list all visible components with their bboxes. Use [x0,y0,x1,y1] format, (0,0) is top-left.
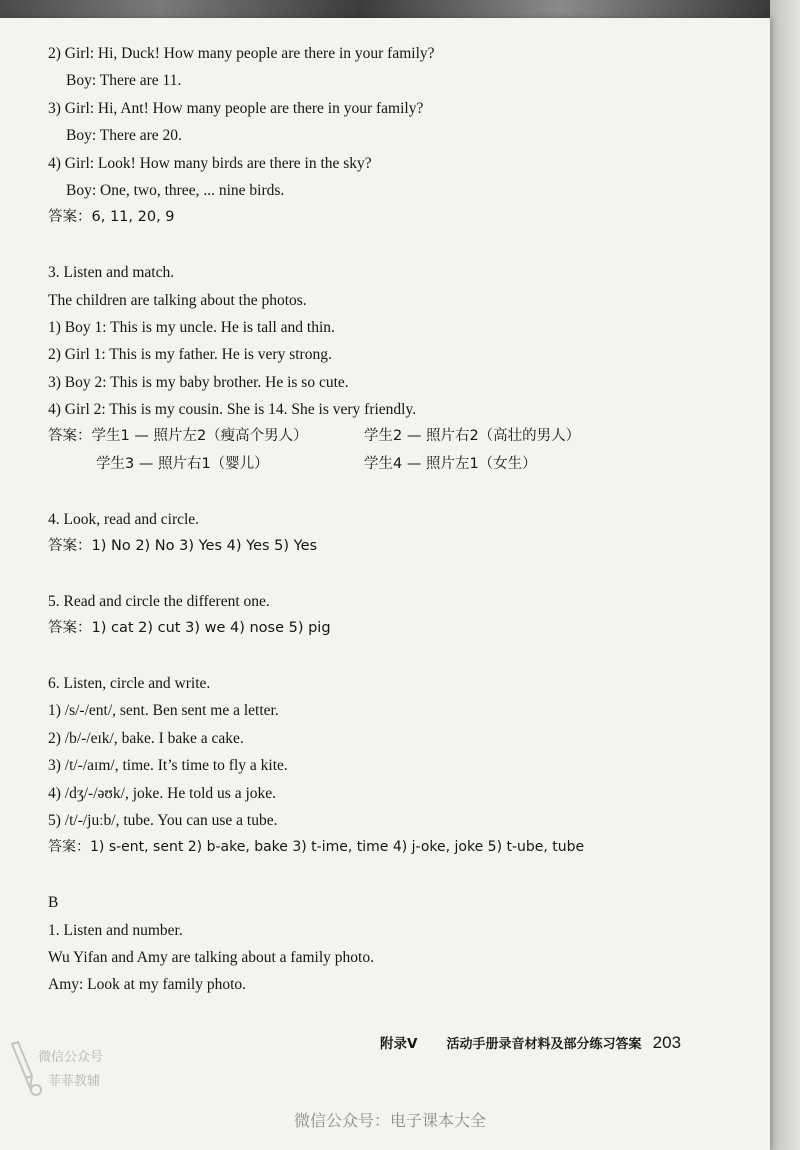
dialogue-line: 2) Girl 1: This is my father. He is very strong. [48,346,332,364]
watermark-text: 微信公众号 [38,1050,104,1065]
part-heading: B [48,894,59,912]
watermark-stamp [6,1038,122,1098]
phonics-line: 1) /s/-/ent/, sent. Ben sent me a letter. [48,702,279,720]
phonics-line: 5) /t/-/juːb/, tube. You can use a tube. [48,811,278,829]
bottom-watermark: 微信公众号：电子课本大全 [293,1111,486,1130]
page-footer [380,1032,720,1053]
footer-title: 活动手册录音材料及部分练习答案 [446,1037,642,1052]
section-title: 5. Read and circle the different one. [48,592,270,610]
answer-cell: 学生2 — 照片右2（高壮的男人） [364,428,581,445]
dialogue-line: 4) Girl 2: This is my cousin. She is 14. She is very friendly. [48,401,417,419]
phonics-line: 3) /t/-/aɪm/, time. It’s time to fly a kite. [48,757,288,775]
watermark-text: 菲菲教辅 [48,1074,101,1089]
phonics-line: 2) /b/-/eɪk/, bake. I bake a cake. [48,729,244,747]
dialogue-line: 4) Girl: Look! How many birds are there in the sky? [48,154,372,172]
dialogue-line: Boy: There are 20. [66,127,182,145]
section-title: 3. Listen and match. [48,264,175,282]
answer-row [48,423,748,450]
section-title: 6. Listen, circle and write. [48,674,211,692]
answer-line: 答案：1) s-ent, sent 2) b-ake, bake 3) t-ime, time 4) j-oke, joke 5) t-ube, tube [48,839,585,856]
dialogue-line: 3) Boy 2: This is my baby brother. He is so cute. [48,373,349,391]
dialogue-line: 1) Boy 1: This is my uncle. He is tall and thin. [48,318,335,336]
page-content [48,40,748,999]
section-intro: Wu Yifan and Amy are talking about a family photo. [48,948,374,966]
section-title: 1. Listen and number. [48,921,183,939]
section-intro: The children are talking about the photos. [48,291,307,309]
dialogue-line: 3) Girl: Hi, Ant! How many people are there in your family? [48,99,424,117]
dialogue-line: Boy: One, two, three, ... nine birds. [66,181,285,199]
section-title: 4. Look, read and circle. [48,510,200,528]
dialogue-line: Amy: Look at my family photo. [48,976,247,994]
phonics-line: 4) /dʒ/-/əʊk/, joke. He told us a joke. [48,784,277,802]
answer-cell: 学生4 — 照片左1（女生） [364,455,537,472]
dialogue-line: Boy: There are 11. [66,72,182,90]
answer-cell: 学生3 — 照片右1（婴儿） [96,455,269,472]
footer-appendix: 附录V [380,1036,418,1052]
page-number: 203 [652,1033,682,1052]
answer-line: 答案：6, 11, 20, 9 [48,209,175,226]
answer-line: 答案：1) cat 2) cut 3) we 4) nose 5) pig [48,620,331,637]
page-edge-shadow [770,0,800,1150]
answer-row [48,451,748,478]
answer-line: 答案：1) No 2) No 3) Yes 4) Yes 5) Yes [48,538,318,555]
dialogue-line: 2) Girl: Hi, Duck! How many people are there in your family? [48,45,435,62]
answer-cell: 答案：学生1 — 照片左2（瘦高个男人） [48,428,308,445]
